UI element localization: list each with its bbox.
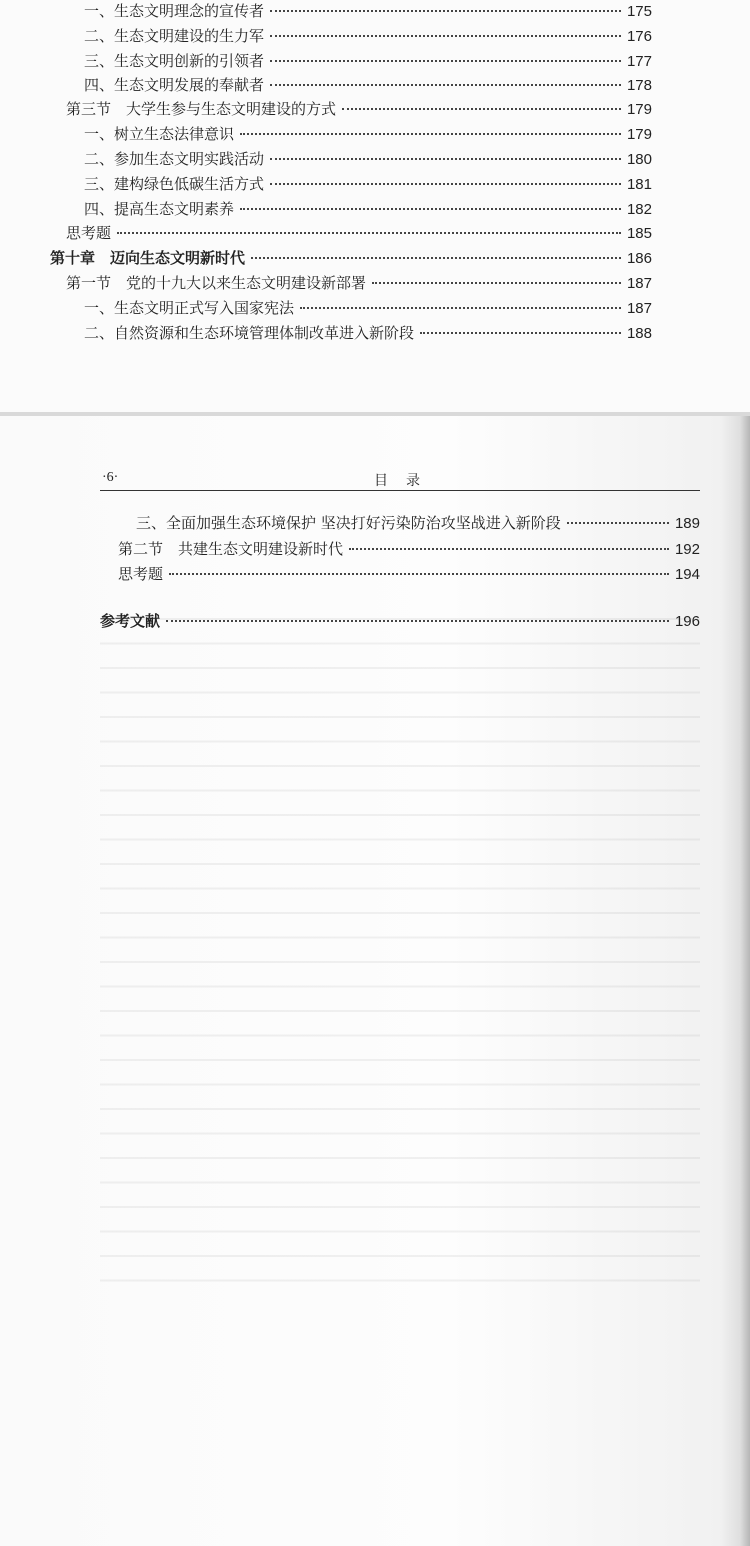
bleed-through-text (100, 600, 700, 1300)
toc-section-entry (66, 272, 652, 294)
toc-leader-dots (270, 84, 621, 86)
toc-entry-page: 185 (626, 225, 652, 242)
toc-entry-page: 187 (626, 275, 652, 292)
toc-entry (84, 50, 652, 72)
toc-entry-label: 第十章 迈向生态文明新时代 (50, 249, 246, 267)
toc-entry (84, 297, 652, 319)
toc-entry-label: 第三节 大学生参与生态文明建设的方式 (66, 100, 337, 118)
toc-leader-dots (117, 232, 621, 234)
toc-entry-label: 三、建构绿色低碳生活方式 (84, 175, 265, 193)
page-number-marker: ·6· (102, 470, 119, 485)
toc-entry (84, 322, 652, 344)
toc-entry-page: 181 (626, 176, 652, 193)
toc-entry-label: 三、全面加强生态环境保护 坚决打好污染防治攻坚战进入新阶段 (136, 514, 561, 532)
toc-leader-dots (270, 183, 621, 185)
toc-entry-label: 第二节 共建生态文明建设新时代 (118, 540, 344, 558)
toc-entry-page: 178 (626, 77, 652, 94)
toc-entry (84, 0, 652, 22)
toc-entry (84, 25, 652, 47)
toc-entry-page: 176 (626, 28, 652, 45)
toc-leader-dots (270, 60, 621, 62)
toc-entry-page: 175 (626, 3, 652, 20)
toc-entry (136, 512, 700, 534)
toc-section-entry (118, 538, 700, 560)
toc-leader-dots (240, 133, 621, 135)
toc-entry-label: 四、提高生态文明素养 (84, 200, 235, 218)
toc-leader-dots (349, 548, 669, 550)
page-edge-shadow (740, 416, 750, 1546)
toc-entry-page: 177 (626, 53, 652, 70)
header-rule (100, 490, 700, 491)
toc-entry-label: 二、生态文明建设的生力军 (84, 27, 265, 45)
toc-entry-label: 一、生态文明正式写入国家宪法 (84, 299, 295, 317)
toc-entry-page: 196 (674, 613, 700, 630)
toc-entry (84, 173, 652, 195)
toc-leader-dots (372, 282, 621, 284)
toc-entry-label: 一、生态文明理念的宣传者 (84, 2, 265, 20)
toc-entry-page: 180 (626, 151, 652, 168)
toc-leader-dots (240, 208, 621, 210)
toc-entry-label: 四、生态文明发展的奉献者 (84, 76, 265, 94)
toc-entry (66, 222, 652, 244)
toc-entry (84, 148, 652, 170)
toc-leader-dots (166, 620, 669, 622)
toc-entry-page: 194 (674, 566, 700, 583)
toc-leader-dots (270, 10, 621, 12)
toc-entry-label: 三、生态文明创新的引领者 (84, 52, 265, 70)
toc-leader-dots (251, 257, 621, 259)
toc-entry-label: 一、树立生态法律意识 (84, 125, 235, 143)
toc-entry (84, 198, 652, 220)
toc-page-upper (0, 0, 750, 412)
toc-entry-label: 第一节 党的十九大以来生态文明建设新部署 (66, 274, 367, 292)
toc-leader-dots (169, 573, 669, 575)
toc-entry-label: 二、参加生态文明实践活动 (84, 150, 265, 168)
toc-leader-dots (567, 522, 669, 524)
toc-chapter-entry (100, 610, 700, 632)
toc-entry (118, 563, 700, 585)
toc-entry-page: 189 (674, 515, 700, 532)
toc-entry-page: 179 (626, 101, 652, 118)
toc-leader-dots (270, 158, 621, 160)
toc-entry (84, 74, 652, 96)
toc-entry-page: 186 (626, 250, 652, 267)
toc-chapter-entry (50, 247, 652, 269)
toc-entry-page: 192 (674, 541, 700, 558)
toc-leader-dots (300, 307, 621, 309)
toc-leader-dots (270, 35, 621, 37)
toc-entry-label: 二、自然资源和生态环境管理体制改革进入新阶段 (84, 324, 415, 342)
toc-entry-label: 参考文献 (100, 612, 161, 630)
toc-entry-page: 188 (626, 325, 652, 342)
toc-leader-dots (342, 108, 621, 110)
toc-entry-page: 182 (626, 201, 652, 218)
running-header-title: 目录 (374, 473, 438, 489)
toc-leader-dots (420, 332, 621, 334)
toc-entry (84, 123, 652, 145)
toc-entry-label: 思考题 (118, 565, 164, 583)
toc-entry-page: 179 (626, 126, 652, 143)
toc-entry-page: 187 (626, 300, 652, 317)
toc-entry-label: 思考题 (66, 224, 112, 242)
toc-section-entry (66, 98, 652, 120)
